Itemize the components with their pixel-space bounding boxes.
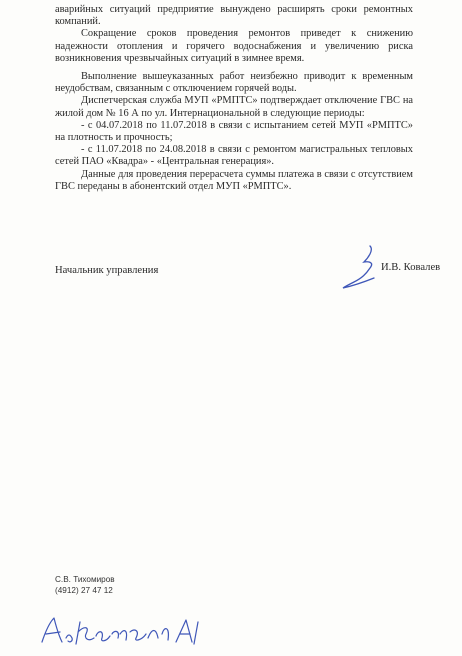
- executor-block: [55, 575, 115, 596]
- director-signature: [340, 244, 384, 292]
- paragraph-period-2: - с 11.07.2018 по 24.08.2018 в связи с ремонтом магистральных тепловых сетей ПАО «Квадра» - «Центральная генерация».: [55, 144, 413, 168]
- handwritten-note: [36, 612, 211, 652]
- letter-body: [55, 4, 413, 193]
- paragraph-dispatch-confirmation: Диспетчерская служба МУП «РМПТС» подтверждает отключение ГВС на жилой дом № 16 А по ул. Интернациональной в следующие периоды:: [55, 95, 413, 119]
- executor-phone: (4912) 27 47 12: [55, 585, 113, 595]
- paragraph-period-1: - с 04.07.2018 по 11.07.2018 в связи с испытанием сетей МУП «РМПТС» на плотность и прочность;: [55, 119, 413, 144]
- paragraph-emergency: аварийных ситуаций предприятие вынуждено расширять сроки ремонтных компаний.: [55, 4, 413, 28]
- paragraph-inconvenience: Выполнение вышеуказанных работ неизбежно приводит к временным неудобствам, связанным с отключением горячей воды.: [55, 71, 413, 95]
- paragraph-repair-reduction: Сокращение сроков проведения ремонтов приведет к снижению надежности отопления и горячего водоснабжения и увеличению риска возникновения чрезвычайных ситуаций в зимнее время.: [55, 28, 413, 64]
- paragraph-recalculation: Данные для проведения перерасчета суммы платежа в связи с отсутствием ГВС переданы в абонентский отдел МУП «РМПТС».: [55, 168, 413, 192]
- executor-name: С.В. Тихомиров: [55, 575, 115, 584]
- signatory-name: И.В. Ковалев: [381, 262, 441, 273]
- signatory-title: Начальник управления: [55, 265, 159, 276]
